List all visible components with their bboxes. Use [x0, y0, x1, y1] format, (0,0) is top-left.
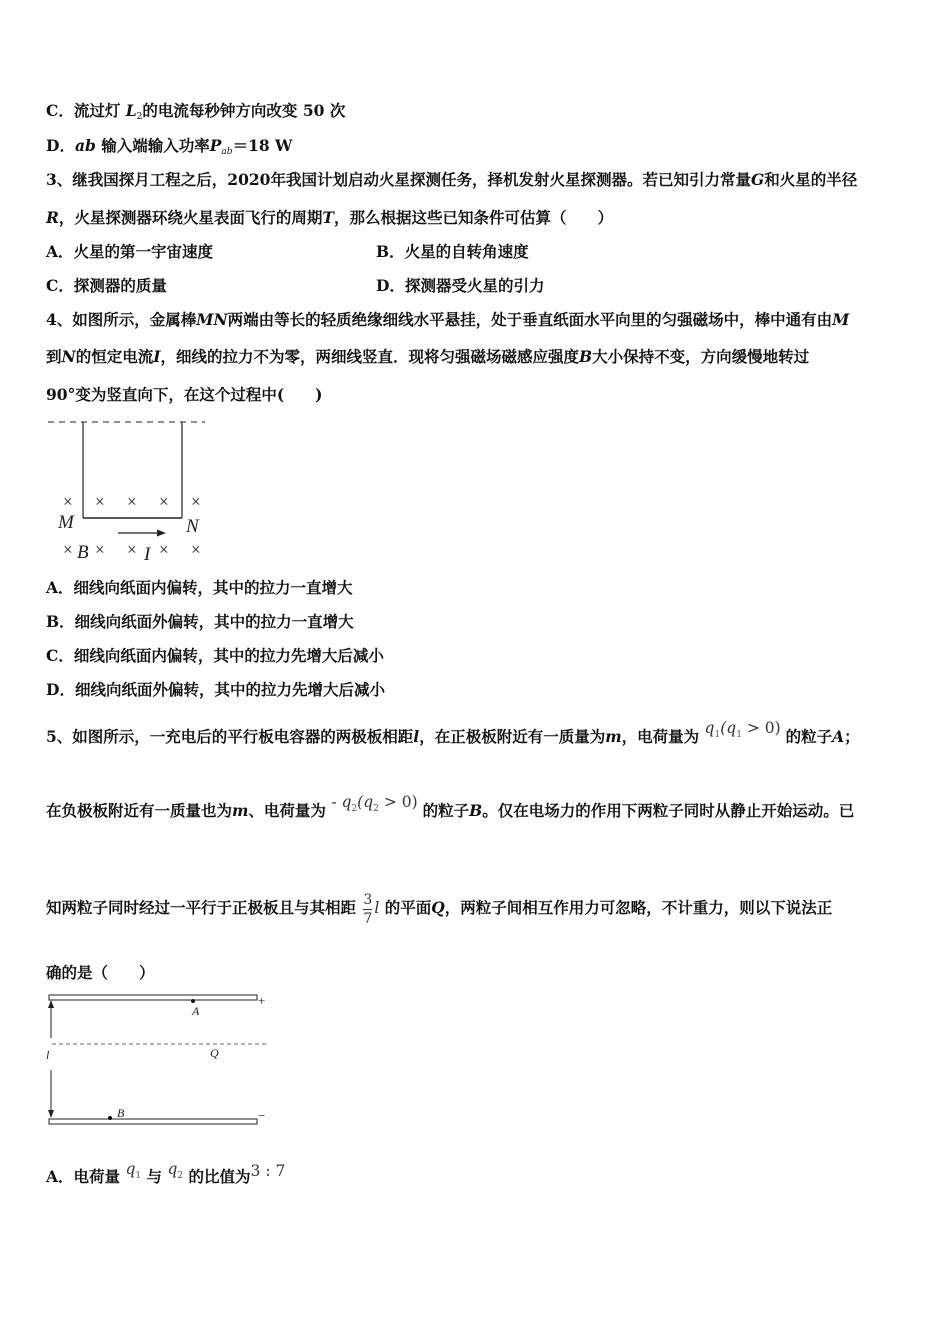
q3-option-c: C．探测器的质量: [46, 276, 167, 295]
current-arrowhead: [157, 530, 166, 537]
field-cross: ×: [127, 492, 137, 511]
field-cross: ×: [159, 492, 169, 511]
q4-stem-line3: 90°变为竖直向下，在这个过程中( ): [46, 385, 323, 404]
particle-b: [108, 1116, 112, 1120]
label-b: B: [77, 542, 89, 563]
q4-option-b: B．细线向纸面外偏转，其中的拉力一直增大: [46, 612, 354, 631]
field-cross: ×: [63, 492, 73, 511]
field-cross: ×: [95, 492, 105, 511]
label-i: I: [144, 544, 151, 565]
q4-option-c: C．细线向纸面内偏转，其中的拉力先增大后减小: [46, 646, 384, 665]
q4-stem-line2: 到N的恒定电流I，细线的拉力不为零，两细线竖直．现将匀强磁场磁感应强度B大小保持不变，方向缓慢地转过: [46, 347, 810, 366]
q4-stem-line1: 4、如图所示，金属棒MN两端由等长的轻质绝缘细线水平悬挂，处于垂直纸面水平向里的匀强磁场中，棒中通有由M: [46, 310, 850, 329]
minus-sign: −: [258, 1108, 266, 1123]
negative-plate: [49, 1119, 257, 1124]
q5-figure: [40, 988, 280, 1133]
q3-option-d: D．探测器受火星的引力: [376, 276, 545, 295]
q2-option-c: C．流过灯 $L_2$的电流每秒钟方向改变 50 次: [46, 101, 346, 122]
q5-option-a: A．电荷量 $q_1$ 与 $q_2$ 的比值为3 : 7: [46, 1160, 286, 1186]
q3-stem-line2: R，火星探测器环绕火星表面飞行的周期T，那么根据这些已知条件可估算（ ）: [46, 208, 613, 227]
q3-stem-line1: 3、继我国探月工程之后，2020年我国计划启动火星探测任务，择机发射火星探测器。若已知引力常量G和火星的半径: [46, 170, 858, 189]
q5-stem-line4: 确的是（ ）: [46, 963, 155, 982]
q5-stem-line2: 在负极板附近有一质量也为m、电荷量为 - $q_2(q_2 > 0)$ 的粒子B。仅在电场力的作用下两粒子同时从静止开始运动。已: [46, 793, 855, 820]
positive-plate: [49, 995, 257, 1000]
label-l: l: [46, 1048, 50, 1062]
q3-options-row1: [46, 242, 746, 262]
field-cross: ×: [191, 540, 201, 559]
field-cross: ×: [127, 540, 137, 559]
field-cross: ×: [159, 540, 169, 559]
label-n: N: [186, 516, 199, 537]
q4-figure: [40, 410, 220, 570]
label-m: M: [58, 512, 74, 533]
field-cross: ×: [95, 540, 105, 559]
fraction-3-7: $\frac{3}{7}$: [363, 891, 373, 927]
field-cross: ×: [63, 540, 73, 559]
q3-option-b: B．火星的自转角速度: [376, 242, 529, 261]
label-q: Q: [210, 1046, 219, 1060]
q5-stem-line3: 知两粒子同时经过一平行于正极板且与其相距 $\frac{3}{7}$ l 的平面Q，两粒子间相互作用力可忽略，不计重力，则以下说法正: [46, 891, 833, 927]
field-cross: ×: [191, 492, 201, 511]
charge-q2-expr: - $q_2(q_2 > 0)$: [331, 793, 418, 814]
q3-options-row2: [46, 276, 746, 296]
plus-sign: +: [258, 993, 266, 1008]
label-b: B: [117, 1106, 125, 1120]
q4-option-a: A．细线向纸面内偏转，其中的拉力一直增大: [46, 578, 353, 597]
label-a: A: [192, 1004, 200, 1018]
particle-a: [191, 999, 195, 1003]
q2-option-d: D．ab 输入端输入功率$P_{ab}=18$ W: [46, 136, 293, 157]
q5-stem-line1: 5、如图所示，一充电后的平行板电容器的两极板相距l，在正极板附近有一质量为m，电荷量为 $q_1(q_1 > 0)$ 的粒子A；: [46, 719, 860, 746]
q4-option-d: D．细线向纸面外偏转，其中的拉力先增大后减小: [46, 680, 385, 699]
q3-option-a: A．火星的第一宇宙速度: [46, 242, 214, 261]
charge-q1-expr: $q_1(q_1 > 0)$: [704, 719, 781, 740]
